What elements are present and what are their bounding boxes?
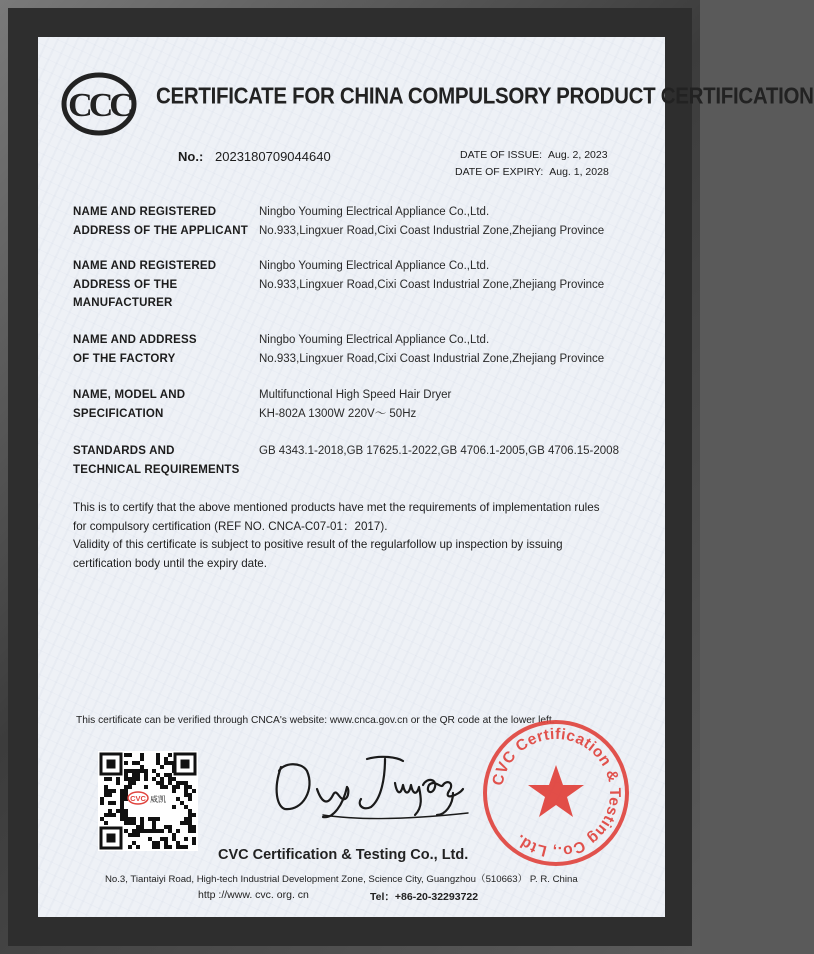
- manufacturer-value: [259, 257, 604, 294]
- certificate-number: 2023180709044640: [215, 149, 331, 164]
- manufacturer-label-line: NAME AND REGISTERED: [73, 260, 217, 272]
- standards-label-line: TECHNICAL REQUIREMENTS: [73, 463, 240, 476]
- standards-list: GB 4343.1-2018,GB 17625.1-2022,GB 4706.1-2005,GB 4706.15-2008: [259, 445, 619, 457]
- seal-text: CVC Certification & Testing Co., Ltd.: [489, 725, 624, 861]
- issuer-telephone: Tel：+86-20-32293722: [370, 891, 479, 903]
- issue-date-row: [460, 149, 608, 161]
- statement-line: This is to certify that the above mentioned products have met the requirements of implementation rules: [73, 501, 600, 514]
- applicant-name: Ningbo Youming Electrical Appliance Co.,Ltd.: [259, 206, 490, 218]
- issuer-company-name: CVC Certification & Testing Co., Ltd.: [218, 847, 469, 863]
- certification-statement: [73, 499, 643, 573]
- factory-value: [259, 331, 604, 368]
- qr-badge-chinese: 威凯: [150, 795, 166, 804]
- applicant-label-line: ADDRESS OF THE APPLICANT: [73, 224, 248, 237]
- verification-note: This certificate can be verified through CNCA's website: www.cnca.gov.cn or the QR code at the lower left.: [76, 715, 555, 726]
- product-value: [259, 386, 451, 423]
- applicant-value: [259, 203, 604, 240]
- issuer-website-link[interactable]: http ://www. cvc. org. cn: [198, 889, 309, 901]
- ccc-logo-icon: [60, 71, 138, 137]
- manufacturer-address: No.933,Lingxuer Road,Cixi Coast Industrial Zone,Zhejiang Province: [259, 278, 605, 291]
- certificate-number-label: No.:: [178, 149, 204, 164]
- official-seal-stamp: [480, 717, 632, 869]
- manufacturer-label-line: ADDRESS OF THE: [73, 278, 178, 291]
- manufacturer-label: [73, 257, 216, 313]
- expiry-date-row: [455, 166, 609, 178]
- issue-date-value: Aug. 2, 2023: [548, 149, 608, 161]
- factory-label-line: OF THE FACTORY: [73, 352, 176, 365]
- standards-value: [259, 442, 619, 461]
- factory-name: Ningbo Youming Electrical Appliance Co.,Ltd.: [259, 334, 490, 346]
- qr-code[interactable]: [98, 751, 198, 851]
- product-label: [73, 386, 185, 423]
- standards-label: [73, 442, 239, 479]
- applicant-label: [73, 203, 248, 240]
- issue-date-label: DATE OF ISSUE:: [460, 149, 543, 161]
- applicant-label-line: NAME AND REGISTERED: [73, 206, 217, 218]
- statement-line: for compulsory certification (REF NO. CNCA-C07-01：2017).: [73, 519, 388, 533]
- manufacturer-name: Ningbo Youming Electrical Appliance Co.,Ltd.: [259, 260, 490, 272]
- certificate-paper: [38, 37, 814, 917]
- expiry-date-label: DATE OF EXPIRY:: [455, 166, 544, 178]
- certificate-title: CERTIFICATE FOR CHINA COMPULSORY PRODUCT CERTIFICATION: [156, 83, 814, 110]
- statement-line: certification body until the expiry date.: [73, 556, 267, 570]
- qr-badge-text: CVC: [130, 794, 146, 803]
- product-label-line: NAME, MODEL AND: [73, 389, 186, 401]
- seal-star-icon: [528, 765, 584, 817]
- applicant-address: No.933,Lingxuer Road,Cixi Coast Industrial Zone,Zhejiang Province: [259, 224, 605, 237]
- issuer-address: No.3, Tiantaiyi Road, High-tech Industrial Development Zone, Science City, Guangzhou（510663） P. R. China: [105, 874, 578, 885]
- factory-label-line: NAME AND ADDRESS: [73, 334, 197, 346]
- manufacturer-label-line: MANUFACTURER: [73, 297, 173, 309]
- product-model: KH-802A 1300W 220V～ 50Hz: [259, 407, 417, 420]
- product-name: Multifunctional High Speed Hair Dryer: [259, 389, 452, 401]
- standards-label-line: STANDARDS AND: [73, 445, 175, 457]
- factory-address: No.933,Lingxuer Road,Cixi Coast Industrial Zone,Zhejiang Province: [259, 352, 605, 365]
- statement-line: Validity of this certificate is subject to positive result of the regularfollow up inspection by issuing: [73, 538, 563, 551]
- ccc-logo-text: CCC: [68, 87, 130, 124]
- product-label-line: SPECIFICATION: [73, 407, 164, 420]
- factory-label: [73, 331, 197, 368]
- signature-image: [263, 749, 473, 825]
- expiry-date-value: Aug. 1, 2028: [549, 166, 609, 178]
